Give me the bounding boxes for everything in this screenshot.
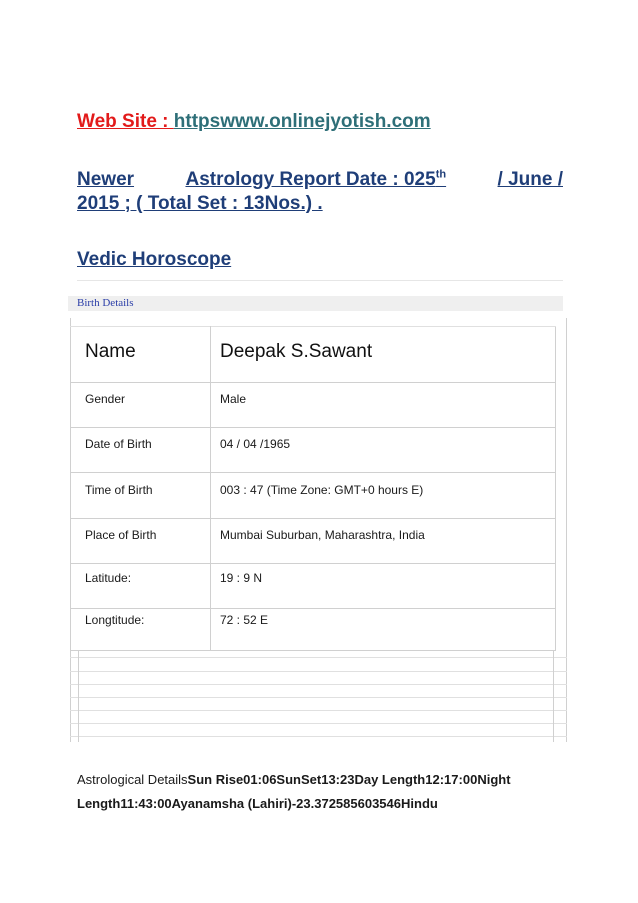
birth-details-table — [70, 326, 555, 651]
table-row — [70, 473, 555, 519]
row-label: Place of Birth — [85, 528, 157, 542]
daylength-value: 12:17:00 — [425, 772, 478, 787]
ayanamsha-label: Ayanamsha (Lahiri) — [171, 796, 292, 811]
astrological-details — [77, 768, 557, 816]
table-row-name — [70, 326, 555, 383]
birth-details-label: Birth Details — [77, 297, 134, 309]
nightlength-label: Night Length — [77, 772, 511, 811]
grid-line — [70, 710, 567, 711]
grid-line — [70, 723, 567, 724]
row-value: 72 : 52 E — [220, 613, 269, 627]
name-value: Deepak S.Sawant — [220, 341, 373, 362]
report-newer: Newer — [77, 169, 135, 190]
row-label: Date of Birth — [85, 437, 152, 451]
grid-line — [70, 657, 567, 658]
row-label: Latitude: — [85, 571, 132, 585]
row-value: 003 : 47 (Time Zone: GMT+0 hours E) — [220, 483, 424, 497]
vedic-horoscope-title: Vedic Horoscope — [77, 249, 232, 270]
table-inner-right — [555, 326, 556, 651]
sunrise-value: 01:06 — [243, 772, 277, 787]
row-value: Mumbai Suburban, Maharashtra, India — [220, 528, 425, 542]
report-month: / June / — [497, 169, 563, 190]
grid-column — [553, 651, 554, 742]
sunset-value: 13:23 — [321, 772, 355, 787]
grid-line — [70, 671, 567, 672]
astro-label: Astrological Details — [77, 772, 188, 787]
row-label: Longtitude: — [85, 613, 145, 627]
table-row — [70, 428, 555, 473]
table-border-right — [566, 318, 567, 742]
grid-line — [70, 684, 567, 685]
row-value: 19 : 9 N — [220, 571, 263, 585]
row-value: Male — [220, 392, 247, 406]
row-label: Gender — [85, 392, 126, 406]
row-label: Time of Birth — [85, 483, 153, 497]
row-value: 04 / 04 /1965 — [220, 437, 291, 451]
website-label: Web Site : — [77, 111, 174, 132]
sunrise-label: Sun Rise — [187, 772, 244, 787]
report-line-2: 2015 ; ( Total Set : 13Nos.) . — [77, 193, 323, 214]
report-date: Astrology Report Date : 025th — [185, 168, 447, 190]
astro-tail: Hindu — [401, 796, 438, 811]
website-line — [77, 111, 431, 133]
table-row — [70, 564, 555, 609]
grid-column — [78, 651, 79, 742]
daylength-label: Day Length — [354, 772, 426, 787]
website-link[interactable]: httpswww.onlinejyotish.com — [173, 111, 431, 132]
name-label: Name — [85, 341, 136, 362]
table-row — [70, 383, 555, 428]
report-heading — [77, 168, 563, 216]
nightlength-value: 11:43:00 — [120, 796, 172, 811]
table-row — [70, 519, 555, 564]
table-row — [70, 609, 555, 651]
ayanamsha-value: -23.372585603546 — [291, 796, 401, 811]
divider — [77, 280, 563, 281]
birth-details-bar — [68, 296, 563, 311]
grid-line — [70, 736, 567, 737]
sunset-label: SunSet — [276, 772, 322, 787]
report-line-1 — [77, 168, 563, 192]
grid-line — [70, 697, 567, 698]
